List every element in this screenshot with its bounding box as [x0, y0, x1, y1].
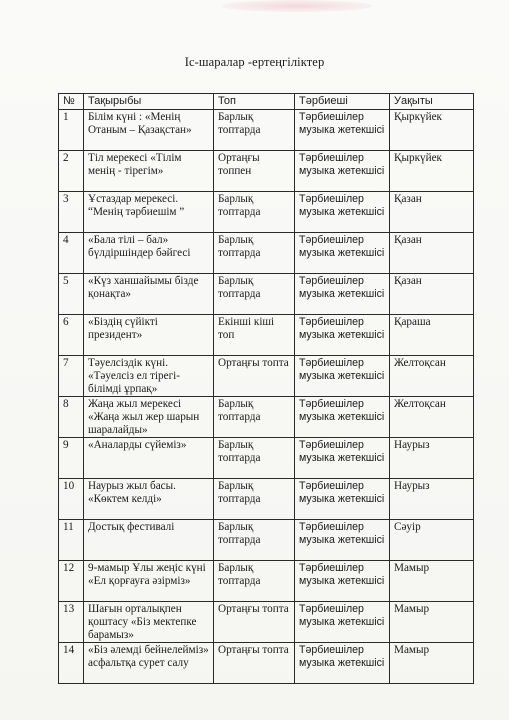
header-group: Топ	[214, 94, 295, 110]
row-time: Наурыз	[390, 479, 474, 520]
row-time: Қазан	[390, 192, 474, 233]
row-time: Қыркүйек	[390, 151, 474, 192]
events-table	[58, 93, 474, 684]
row-number: 2	[59, 151, 84, 192]
row-number: 11	[59, 520, 84, 561]
table-header-row	[59, 94, 474, 110]
row-responsible: Тәрбиешілер музыка жетекшісі	[295, 356, 390, 397]
row-number: 5	[59, 274, 84, 315]
header-time: Уақыты	[390, 94, 474, 110]
table-row	[59, 110, 474, 151]
header-responsible: Тәрбиеші	[295, 94, 390, 110]
row-topic: Ұстаздар мерекесі. “Менің тәрбиешім ”	[84, 192, 214, 233]
row-topic: Шағын орталықпен қоштасу «Біз мектепке барамыз»	[84, 602, 214, 643]
row-time: Наурыз	[390, 438, 474, 479]
row-responsible: Тәрбиешілер музыка жетекшісі	[295, 397, 390, 438]
row-topic: «Бала тілі – бал» бүлдіршіндер бәйгесі	[84, 233, 214, 274]
table-row	[59, 520, 474, 561]
row-time: Желтоқсан	[390, 397, 474, 438]
stamp-mark	[222, 0, 372, 12]
row-group: Барлық топтарда	[214, 192, 295, 233]
row-group: Барлық топтарда	[214, 274, 295, 315]
row-responsible: Тәрбиешілер музыка жетекшісі	[295, 274, 390, 315]
row-number: 1	[59, 110, 84, 151]
row-group: Барлық топтарда	[214, 479, 295, 520]
row-group: Ортаңғы топта	[214, 643, 295, 684]
row-responsible: Тәрбиешілер музыка жетекшісі	[295, 602, 390, 643]
row-group: Екінші кіші топ	[214, 315, 295, 356]
table-row	[59, 356, 474, 397]
table-row	[59, 274, 474, 315]
row-topic: Білім күні : «Менің Отаным – Қазақстан»	[84, 110, 214, 151]
row-topic: «Біздің сүйікті президент»	[84, 315, 214, 356]
table-row	[59, 479, 474, 520]
row-time: Қазан	[390, 233, 474, 274]
row-time: Мамыр	[390, 561, 474, 602]
row-topic: Наурыз жыл басы. «Көктем келді»	[84, 479, 214, 520]
row-topic: Тәуелсіздік күні. «Тәуелсіз ел тірегі- білімді ұрпақ»	[84, 356, 214, 397]
table-row	[59, 643, 474, 684]
row-group: Ортаңғы топпен	[214, 151, 295, 192]
row-topic: Жаңа жыл мерекесі «Жаңа жыл жер шарын шаралайды»	[84, 397, 214, 438]
row-responsible: Тәрбиешілер музыка жетекшісі	[295, 192, 390, 233]
row-time: Мамыр	[390, 602, 474, 643]
row-number: 3	[59, 192, 84, 233]
row-group: Барлық топтарда	[214, 110, 295, 151]
table-row	[59, 438, 474, 479]
table-row	[59, 151, 474, 192]
row-topic: «Күз ханшайымы бізде қонақта»	[84, 274, 214, 315]
row-number: 7	[59, 356, 84, 397]
row-responsible: Тәрбиешілер музыка жетекшісі	[295, 315, 390, 356]
table-row	[59, 315, 474, 356]
row-responsible: Тәрбиешілер музыка жетекшісі	[295, 520, 390, 561]
row-group: Барлық топтарда	[214, 561, 295, 602]
row-group: Барлық топтарда	[214, 233, 295, 274]
document-title: Іс-шаралар -ертеңгіліктер	[184, 55, 325, 69]
row-group: Ортаңғы топта	[214, 356, 295, 397]
row-number: 6	[59, 315, 84, 356]
row-topic: Достық фестивалі	[84, 520, 214, 561]
row-time: Желтоқсан	[390, 356, 474, 397]
header-number: №	[59, 94, 84, 110]
row-number: 4	[59, 233, 84, 274]
row-topic: 9-мамыр Ұлы жеңіс күні «Ел қорғауға әзірміз»	[84, 561, 214, 602]
row-time: Сәуір	[390, 520, 474, 561]
row-number: 13	[59, 602, 84, 643]
row-responsible: Тәрбиешілер музыка жетекшісі	[295, 561, 390, 602]
row-responsible: Тәрбиешілер музыка жетекшісі	[295, 643, 390, 684]
table-row	[59, 561, 474, 602]
row-responsible: Тәрбиешілер музыка жетекшісі	[295, 479, 390, 520]
row-responsible: Тәрбиешілер музыка жетекшісі	[295, 438, 390, 479]
row-topic: «Аналарды сүйеміз»	[84, 438, 214, 479]
table-row	[59, 397, 474, 438]
row-number: 8	[59, 397, 84, 438]
row-topic: «Біз әлемді бейнелейміз» асфальтқа сурет салу	[84, 643, 214, 684]
row-time: Қазан	[390, 274, 474, 315]
row-time: Қараша	[390, 315, 474, 356]
table-row	[59, 602, 474, 643]
row-topic: Тіл мерекесі «Тілім менің - тірегім»	[84, 151, 214, 192]
header-topic: Тақырыбы	[84, 94, 214, 110]
row-time: Мамыр	[390, 643, 474, 684]
row-responsible: Тәрбиешілер музыка жетекшісі	[295, 110, 390, 151]
row-time: Қыркүйек	[390, 110, 474, 151]
row-number: 10	[59, 479, 84, 520]
row-number: 9	[59, 438, 84, 479]
row-number: 14	[59, 643, 84, 684]
row-group: Ортаңғы топта	[214, 602, 295, 643]
row-group: Барлық топтарда	[214, 397, 295, 438]
row-responsible: Тәрбиешілер музыка жетекшісі	[295, 233, 390, 274]
table-row	[59, 233, 474, 274]
row-responsible: Тәрбиешілер музыка жетекшісі	[295, 151, 390, 192]
row-group: Барлық топтарда	[214, 438, 295, 479]
row-group: Барлық топтарда	[214, 520, 295, 561]
row-number: 12	[59, 561, 84, 602]
table-row	[59, 192, 474, 233]
